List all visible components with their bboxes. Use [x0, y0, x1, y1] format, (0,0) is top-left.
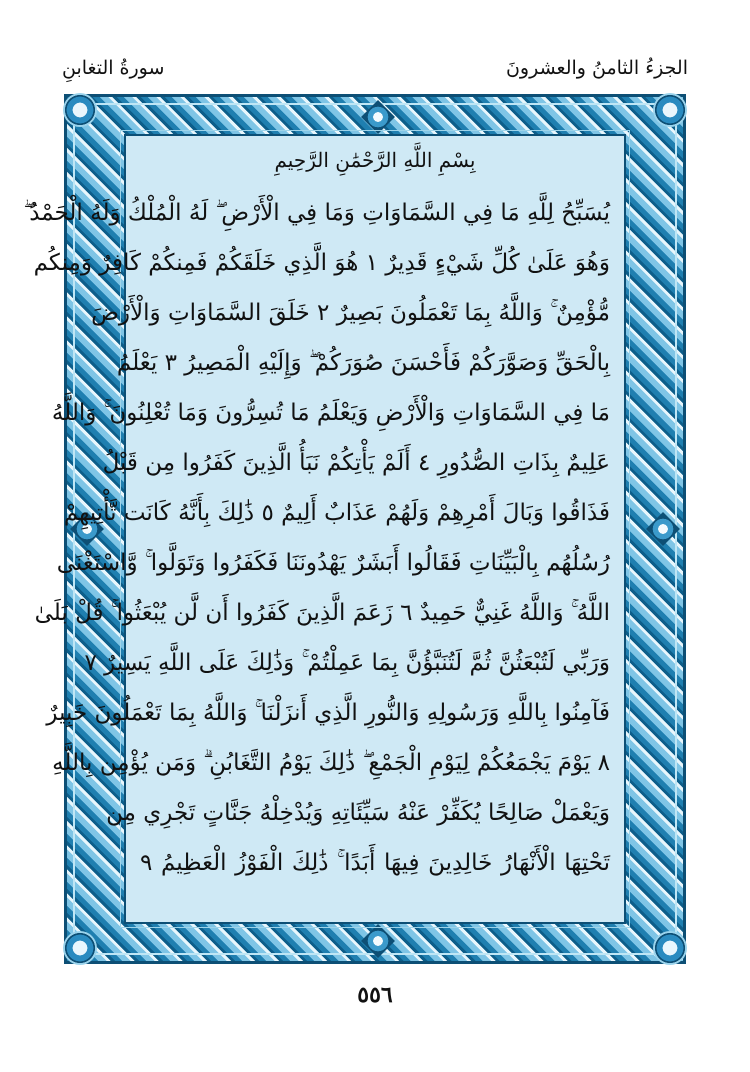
- text-panel: [23, 134, 626, 924]
- verse-line: ٨ يَوْمَ يَجْمَعُكُمْ لِيَوْمِ الْجَمْعِ ۖ ذَٰلِكَ يَوْمُ التَّغَابُنِ ۗ وَمَن يُؤْمِن بِاللَّهِ: [52, 750, 610, 776]
- corner-ornament-icon: [63, 931, 97, 965]
- verse-line: بِالْحَقِّ وَصَوَّرَكُمْ فَأَحْسَنَ صُوَرَكُمْ ۖ وَإِلَيْهِ الْمَصِيرُ ٣ يَعْلَمُ: [116, 350, 610, 376]
- verse-line: وَيَعْمَلْ صَالِحًا يُكَفِّرْ عَنْهُ سَيِّئَاتِهِ وَيُدْخِلْهُ جَنَّاتٍ تَجْرِي مِن: [106, 800, 610, 826]
- verse-line: رُسُلُهُم بِالْبَيِّنَاتِ فَقَالُوا أَبَشَرٌ يَهْدُونَنَا فَكَفَرُوا وَتَوَلَّوا ۚ وَّاسْتَغْنَى: [56, 550, 610, 576]
- verse-line: يُسَبِّحُ لِلَّهِ مَا فِي السَّمَاوَاتِ وَمَا فِي الْأَرْضِ ۖ لَهُ الْمُلْكُ وَلَهُ الْحَمْدُ ۖ: [23, 200, 610, 226]
- juz-title: الجزءُ الثامنُ والعشرونَ: [505, 57, 688, 79]
- surah-title: سورةُ التغابنِ: [62, 57, 165, 79]
- medallion-ornament-icon: [646, 512, 680, 546]
- verse-line: اللَّهُ ۚ وَاللَّهُ غَنِيٌّ حَمِيدٌ ٦ زَعَمَ الَّذِينَ كَفَرُوا أَن لَّن يُبْعَثُوا ۚ قُلْ بَلَىٰ: [34, 600, 610, 626]
- verse-line: تَحْتِهَا الْأَنْهَارُ خَالِدِينَ فِيهَا أَبَدًا ۚ ذَٰلِكَ الْفَوْزُ الْعَظِيمُ ٩: [140, 850, 610, 876]
- corner-ornament-icon: [653, 93, 687, 127]
- corner-ornament-icon: [653, 931, 687, 965]
- verse-line: مَا فِي السَّمَاوَاتِ وَالْأَرْضِ وَيَعْلَمُ مَا تُسِرُّونَ وَمَا تُعْلِنُونَ ۚ وَاللَّهُ: [51, 400, 610, 426]
- verse-line: مُّؤْمِنٌ ۚ وَاللَّهُ بِمَا تَعْمَلُونَ بَصِيرٌ ٢ خَلَقَ السَّمَاوَاتِ وَالْأَرْضَ: [91, 300, 610, 326]
- verse-line: وَهُوَ عَلَىٰ كُلِّ شَيْءٍ قَدِيرٌ ١ هُوَ الَّذِي خَلَقَكُمْ فَمِنكُمْ كَافِرٌ وَمِنكُم: [33, 250, 610, 276]
- basmala: بِسْمِ اللَّهِ الرَّحْمَٰنِ الرَّحِيمِ: [274, 148, 476, 172]
- verse-line: فَذَاقُوا وَبَالَ أَمْرِهِمْ وَلَهُمْ عَذَابٌ أَلِيمٌ ٥ ذَٰلِكَ بِأَنَّهُ كَانَت تَّأْتِيهِمْ: [63, 500, 610, 526]
- medallion-ornament-icon: [361, 924, 395, 958]
- verse-line: فَآمِنُوا بِاللَّهِ وَرَسُولِهِ وَالنُّورِ الَّذِي أَنزَلْنَا ۚ وَاللَّهُ بِمَا تَعْمَلُونَ خَبِيرٌ: [46, 700, 610, 726]
- corner-ornament-icon: [63, 93, 97, 127]
- verse-lines: [23, 188, 610, 888]
- page-number: ٥٥٦: [357, 982, 393, 1008]
- ornamental-frame: [23, 94, 686, 964]
- verse-line: وَرَبِّي لَتُبْعَثُنَّ ثُمَّ لَتُنَبَّؤُنَّ بِمَا عَمِلْتُمْ ۚ وَذَٰلِكَ عَلَى اللَّهِ يَسِيرٌ ٧: [84, 650, 610, 676]
- verse-line: عَلِيمٌ بِذَاتِ الصُّدُورِ ٤ أَلَمْ يَأْتِكُمْ نَبَأُ الَّذِينَ كَفَرُوا مِن قَبْلُ: [102, 450, 610, 476]
- medallion-ornament-icon: [361, 100, 395, 134]
- page-header: [62, 44, 688, 92]
